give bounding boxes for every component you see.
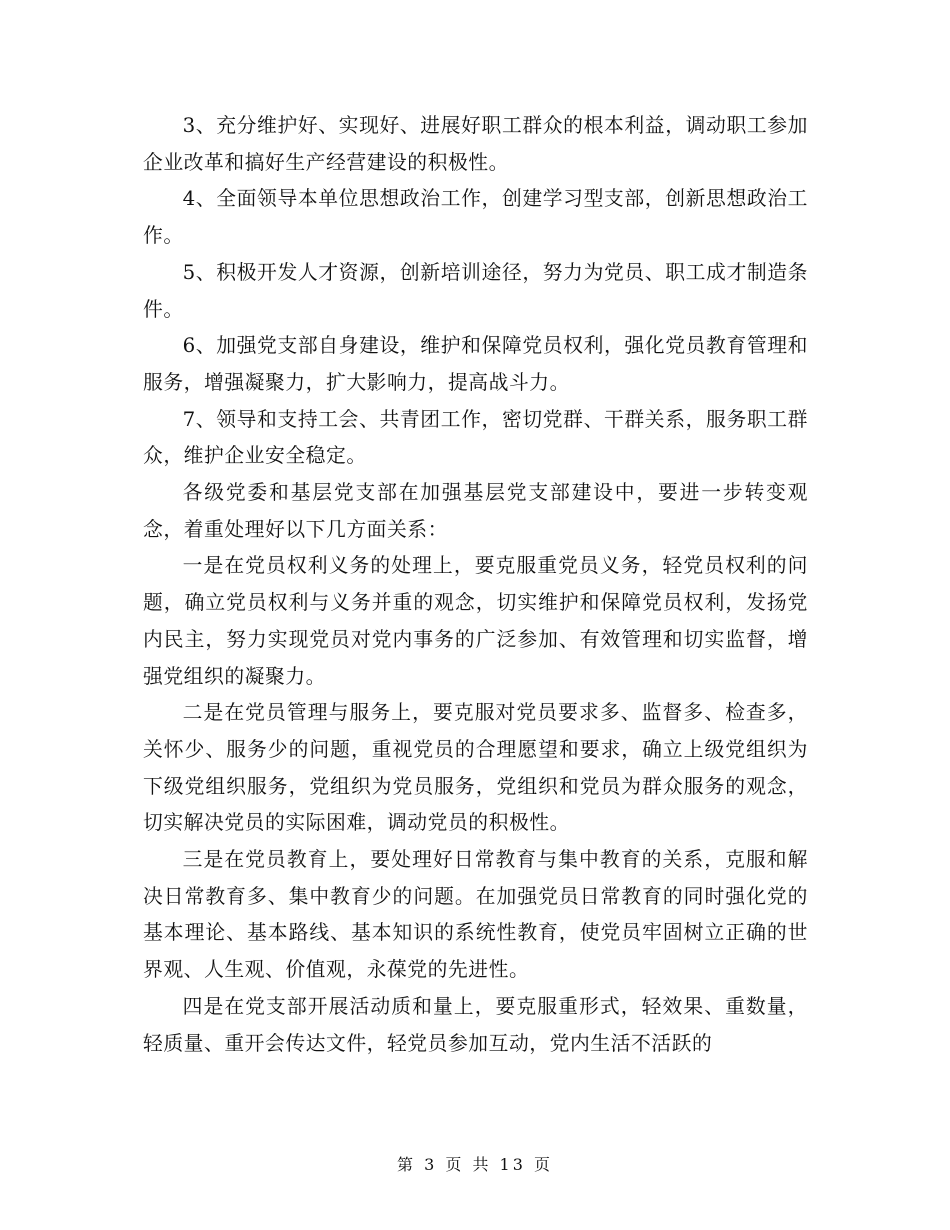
paragraph-relations-intro: 各级党委和基层党支部在加强基层党支部建设中，要进一步转变观念，着重处理好以下几方面关系： — [143, 481, 808, 541]
paragraph-item-7: 7、领导和支持工会、共青团工作，密切党群、干群关系，服务职工群众，维护企业安全稳定。 — [143, 407, 808, 468]
paragraph-point-one: 一是在党员权利义务的处理上，要克服重党员义务，轻党员权利的问题，确立党员权利与义务并重的观念，切实维护和保障党员权利，发扬党内民主，努力实现党员对党内事务的广泛参加、有效管理和切实监督，增强党组织的凝聚力。 — [143, 554, 808, 688]
paragraph-item-4: 4、全面领导本单位思想政治工作，创建学习型支部，创新思想政治工作。 — [143, 187, 808, 248]
paragraph-point-three: 三是在党员教育上，要处理好日常教育与集中教育的关系，克服和解决日常教育多、集中教育少的问题。在加强党员日常教育的同时强化党的基本理论、基本路线、基本知识的系统性教育，使党员牢固树立正确的世界观、人生观、价值观，永葆党的先进性。 — [143, 848, 808, 982]
page-number-footer: 第 3 页 共 13 页 — [397, 1155, 553, 1174]
paragraph-point-two: 二是在党员管理与服务上，要克服对党员要求多、监督多、检查多，关怀少、服务少的问题，重视党员的合理愿望和要求，确立上级党组织为下级党组织服务，党组织为党员服务，党组织和党员为群众服务的观念，切实解决党员的实际困难，调动党员的积极性。 — [143, 701, 808, 835]
paragraph-item-6: 6、加强党支部自身建设，维护和保障党员权利，强化党员教育管理和服务，增强凝聚力，扩大影响力，提高战斗力。 — [143, 334, 808, 394]
document-body — [143, 108, 808, 1062]
paragraph-item-3: 3、充分维护好、实现好、进展好职工群众的根本利益，调动职工参加企业改革和搞好生产经营建设的积极性。 — [143, 114, 808, 174]
paragraph-point-four: 四是在党支部开展活动质和量上，要克服重形式，轻效果、重数量，轻质量、重开会传达文件，轻党员参加互动，党内生活不活跃的 — [143, 994, 808, 1055]
paragraph-item-5: 5、积极开发人才资源，创新培训途径，努力为党员、职工成才制造条件。 — [143, 260, 808, 321]
